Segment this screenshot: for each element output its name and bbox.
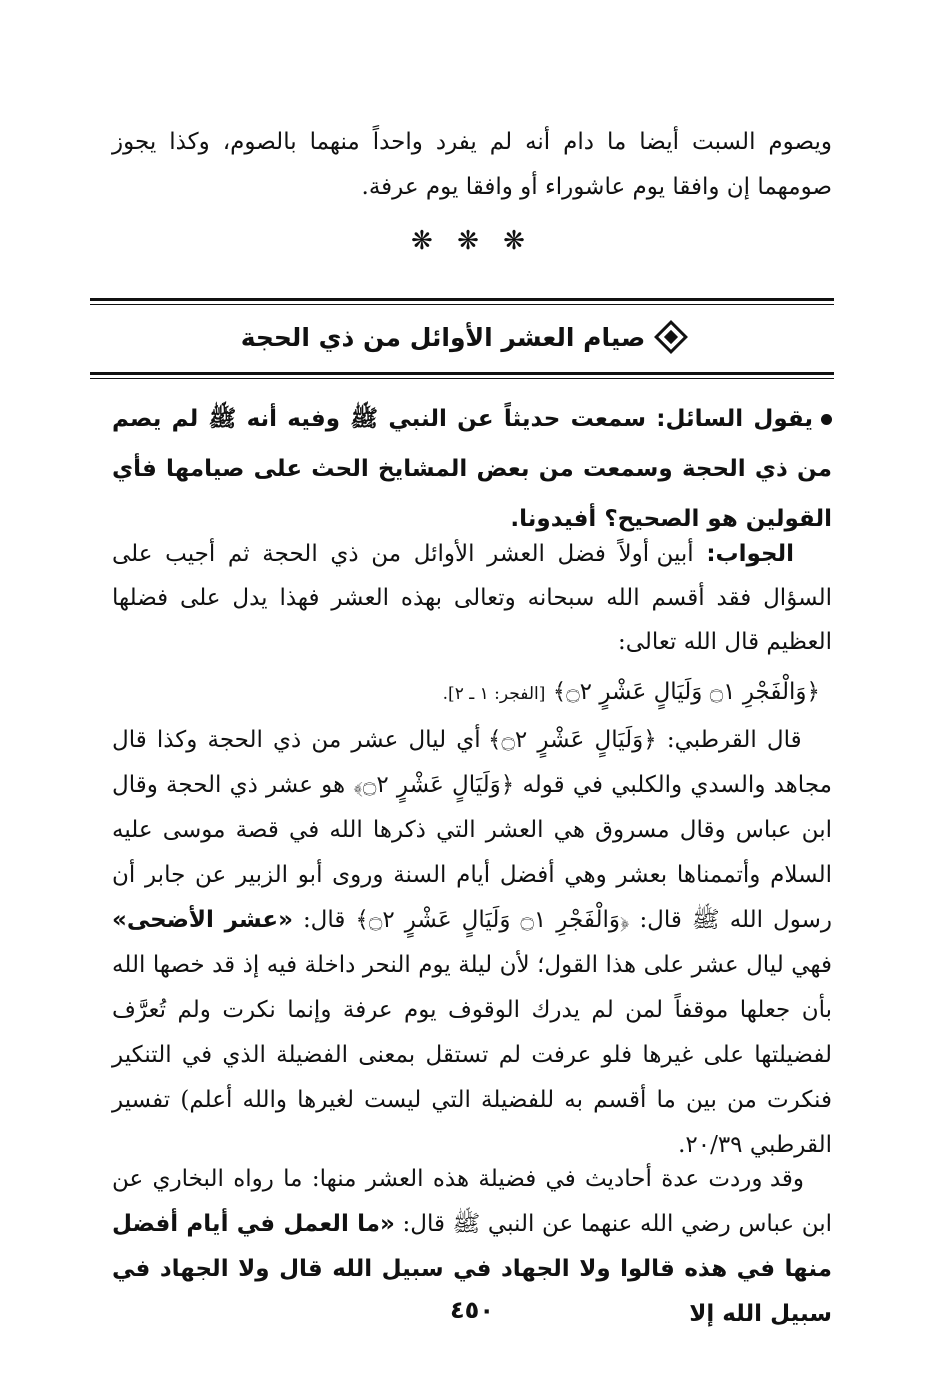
hadith-text-a: وقد وردت عدة أحاديث في فضيلة هذه العشر منها: ما رواه البخاري عن ابن عباس رضي الله عنهما عن النبي ﷺ قال:	[112, 1166, 833, 1237]
intro-text: ويصوم السبت أيضا ما دام أنه لم يفرد واحداً منهما بالصوم، وكذا يجوز صومهما إن وافقا يوم عاشوراء أو وافقا يوم عرفة.	[112, 129, 832, 200]
answer-text: أبين أولاً فضل العشر الأوائل من ذي الحجة ثم أجيب على السؤال فقد أقسم الله سبحانه وتعالى بهذه العشر فهذا يدل على فضلها العظيم قال الله تعالى:	[112, 541, 832, 655]
verse-reference: [الفجر: ١ ـ ٢].	[442, 684, 546, 704]
section-rule-top	[90, 298, 834, 301]
bullet-icon	[821, 414, 832, 425]
section-heading	[90, 316, 834, 360]
page-number: ٤٥٠	[450, 1296, 494, 1324]
answer-paragraph	[112, 532, 832, 664]
question-paragraph	[112, 394, 832, 544]
qurtubi-bold-quote: «عشر الأضحى»	[112, 907, 293, 933]
answer-label: الجواب:	[706, 541, 795, 567]
question-label: يقول السائل:	[656, 406, 814, 432]
qurtubi-text-a: قال القرطبي: ﴿وَلَيَالٍ عَشْرٍ ۝٢﴾ أي ليال عشر من ذي الحجة وكذا قال مجاهد والسدي والكلبي في قوله ﴿وَلَيَالٍ عَشْرٍ ۝٢﴾ هو عشر ذي الحجة وقال ابن عباس وقال مسروق هي العشر التي ذكرها الله في قصة موسى عليه السلام وأتممناها بعشر وهي أفضل أيام السنة وروى أبو الزبير عن جابر أن رسول الله ﷺ قال: ﴿وَالْفَجْرِ ۝١ وَلَيَالٍ عَشْرٍ ۝٢﴾ قال:	[112, 727, 833, 933]
section-title-text: صيام العشر الأوائل من ذي الحجة	[240, 323, 646, 352]
section-rule-bottom	[90, 372, 834, 375]
qurtubi-text-b: فهي ليال عشر على هذا القول؛ لأن ليلة يوم النحر داخلة فيه إذ قد خصها الله بأن جعلها موقفاً لمن لم يدرك الوقوف يوم عرفة وإنما نكرت ولم تُعرَّف لفضيلتها على غيرها فلو عرفت لم تستقل بمعنى الفضيلة الذي في التنكير فنكرت من بين ما أقسم به للفضيلة التي ليست لغيرها والله أعلم) تفسير القرطبي ٢٠/٣٩.	[112, 952, 832, 1158]
verse-text: ﴿وَالْفَجْرِ ۝١ وَلَيَالٍ عَشْرٍ ۝٢﴾	[552, 679, 820, 705]
separator-stars: ❋ ❋ ❋	[411, 226, 533, 256]
quran-verse	[112, 672, 832, 714]
qurtubi-paragraph	[112, 718, 832, 1168]
diamond-icon	[654, 320, 688, 354]
intro-paragraph	[112, 120, 832, 210]
hadith-bold-quote: «ما العمل في أيام أفضل منها في هذه قالوا ولا الجهاد في سبيل الله قال ولا الجهاد في سبيل الله إلا	[112, 1211, 832, 1327]
question-text: سمعت حديثاً عن النبي ﷺ وفيه أنه ﷺ لم يصم من ذي الحجة وسمعت من بعض المشايخ الحث على صيامها فأي القولين هو الصحيح؟ أفيدونا.	[112, 406, 832, 532]
